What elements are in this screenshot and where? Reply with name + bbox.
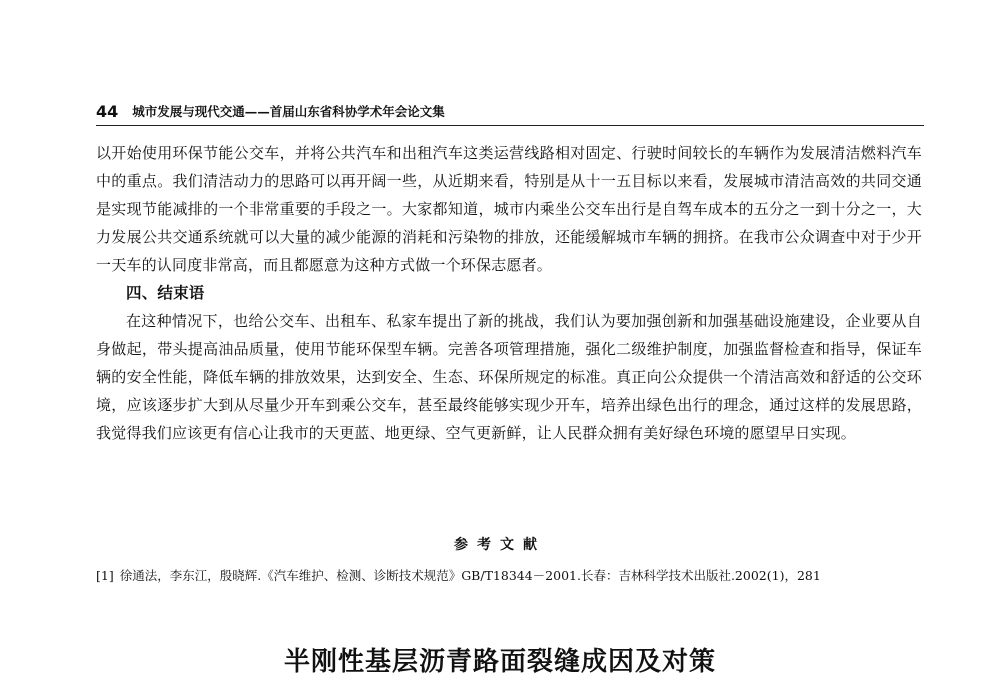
running-title: 城市发展与现代交通——首届山东省科协学术年会论文集 — [132, 104, 445, 119]
reference-text: 徐通法，李东江，殷晓辉.《汽车维护、检测、诊断技术规范》GB/T18344－2001.长春：吉林科学技术出版社.2002(1)，281 — [119, 568, 821, 583]
body-text — [96, 139, 922, 447]
header-divider — [96, 125, 924, 126]
references-heading: 参考文献 — [454, 537, 546, 553]
body-paragraph-continued: 以开始使用环保节能公交车，并将公共汽车和出租汽车这类运营线路相对固定、行驶时间较长的车辆作为发展清洁燃料汽车中的重点。我们清洁动力的思路可以再开阔一些，从近期来看，特别是从十一五目标以来看，发展城市清洁高效的共同交通是实现节能减排的一个非常重要的手段之一。大家都知道，城市内乘坐公交车出行是自驾车成本的五分之一到十分之一，大力发展公共交通系统就可以大量的减少能源的消耗和污染物的排放，还能缓解城市车辆的拥挤。在我市公众调查中对于少开一天车的认同度非常高，而且都愿意为这种方式做一个环保志愿者。 — [96, 144, 922, 274]
body-paragraph-conclusion: 在这种情况下，也给公交车、出租车、私家车提出了新的挑战，我们认为要加强创新和加强基础设施建设，企业要从自身做起，带头提高油品质量，使用节能环保型车辆。完善各项管理措施，强化二级维护制度，加强监督检查和指导，保证车辆的安全性能，降低车辆的排放效果，达到安全、生态、环保所规定的标准。真正向公众提供一个清洁高效和舒适的公交环境，应该逐步扩大到从尽量少开车到乘公交车，甚至最终能够实现少开车，培养出绿色出行的理念，通过这样的发展思路，我觉得我们应该更有信心让我市的天更蓝、地更绿、空气更新鲜，让人民群众拥有美好绿色环境的愿望早日实现。 — [96, 312, 922, 442]
section-heading-conclusion: 四、结束语 — [126, 284, 205, 302]
next-article-title: 半刚性基层沥青路面裂缝成因及对策 — [283, 647, 716, 677]
page-number: 44 — [96, 102, 119, 121]
reference-item — [96, 566, 916, 586]
running-header — [96, 96, 916, 122]
reference-label: [1] — [96, 568, 114, 583]
